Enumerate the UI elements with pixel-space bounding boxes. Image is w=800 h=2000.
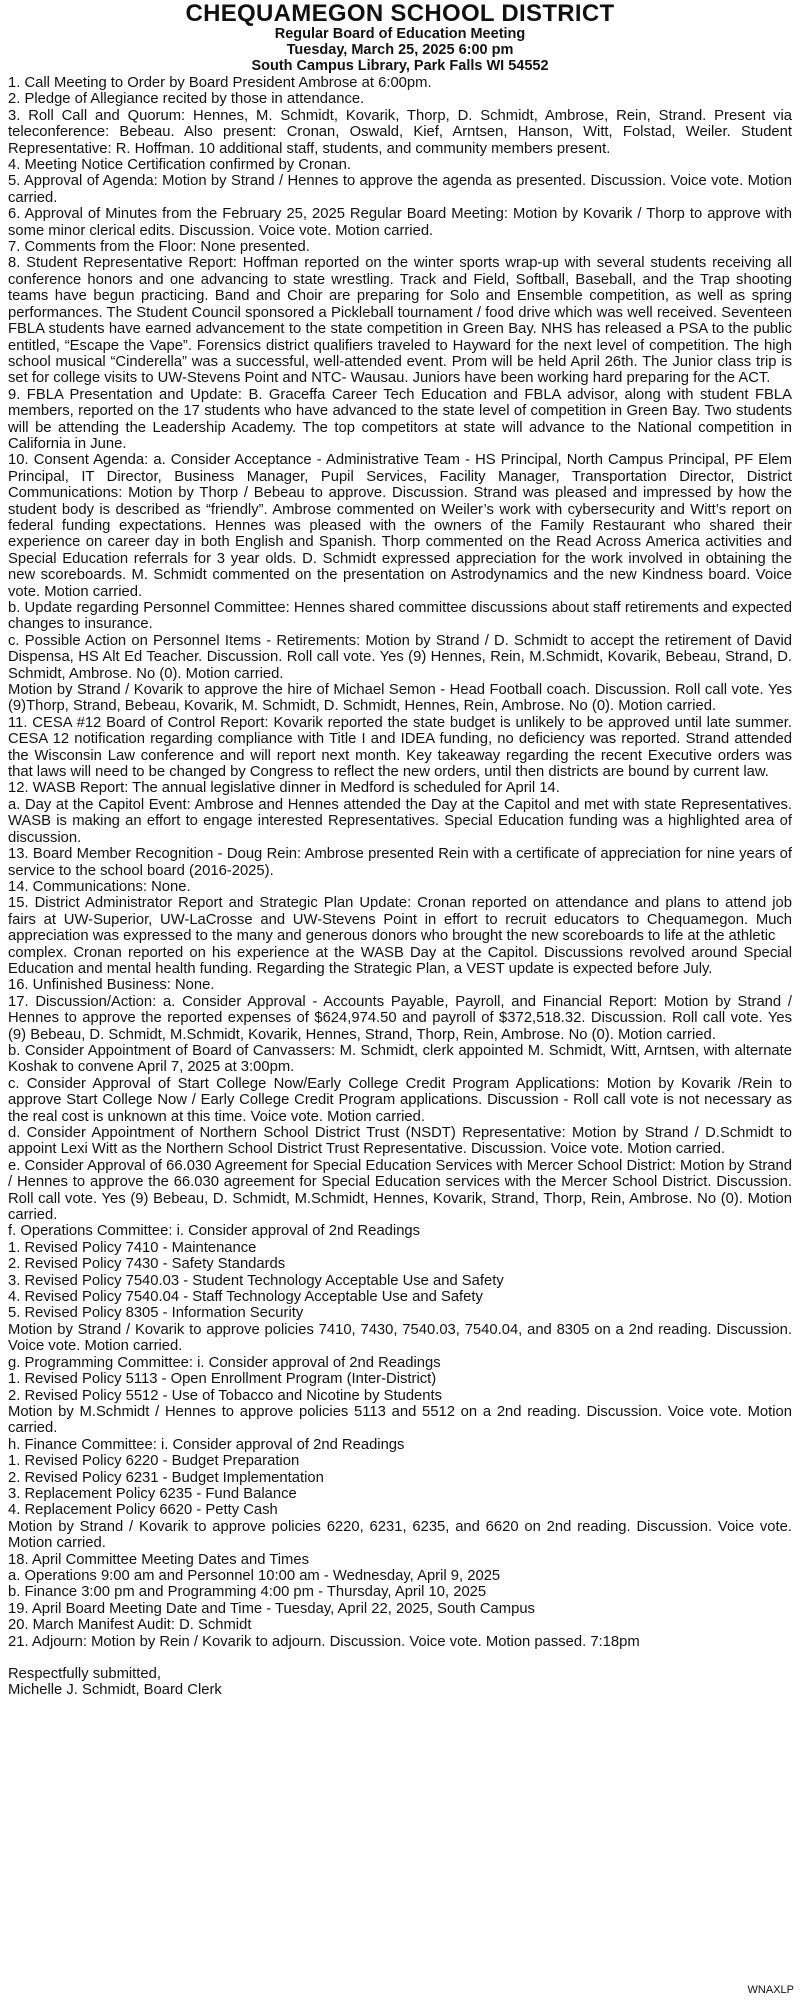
clerk-signature: Michelle J. Schmidt, Board Clerk (8, 1682, 222, 1699)
minutes-item: 13. Board Member Recognition - Doug Rein: Ambrose presented Rein with a certificate of appreciation for nine years of service to the school board (2016-2025). (8, 846, 792, 879)
minutes-item: 12. WASB Report: The annual legislative dinner in Medford is scheduled for April 14. (8, 780, 560, 797)
meeting-location: South Campus Library, Park Falls WI 54552 (251, 58, 549, 74)
minutes-item: 5. Approval of Agenda: Motion by Strand / Hennes to approve the agenda as presented. Discussion. Voice vote. Motion carried. (8, 173, 792, 206)
meeting-type: Regular Board of Education Meeting (274, 26, 526, 42)
meeting-datetime: Tuesday, March 25, 2025 6:00 pm (286, 42, 514, 58)
minutes-item: 4. Revised Policy 7540.04 - Staff Technology Acceptable Use and Safety (8, 1289, 483, 1306)
minutes-item: 8. Student Representative Report: Hoffman reported on the winter sports wrap-up with several students receiving all conference honors and one advancing to state wrestling. Track and Field, Softball, Baseball, and the Trap shooting teams have begun practicing. Band and Choir are preparing for Solo and Ensemble competition, as well as spring performances. The Student Council sponsored a Pickleball tournament / food drive which was well received. Seventeen FBLA students have earned advancement to the state competition in Green Bay. NHS has released a PSA to the public entitled, “Escape the Vape”. Forensics district qualifiers traveled to Hayward for the next level of competition. The high school musical “Cinderella” was a successful, well-attended event. Prom will be held April 26th. The Junior class trip is set for college visits to UW-Stevens Point and NTC- Wausau. Juniors have been working hard preparing for the ACT. (8, 255, 792, 387)
minutes-item: b. Finance 3:00 pm and Programming 4:00 pm - Thursday, April 10, 2025 (8, 1584, 487, 1601)
minutes-item: Motion by Strand / Kovarik to approve the hire of Michael Semon - Head Football coach. Discussion. Roll call vote. Yes (9)Thorp, Strand, Bebeau, Kovarik, M. Schmidt, D. Schmidt, Hennes, Rein, Ambrose. No (0). Motion carried. (8, 682, 792, 715)
minutes-item: 9. FBLA Presentation and Update: B. Graceffa Career Tech Education and FBLA advisor, along with student FBLA members, reported on the 17 students who have advanced to the state level of competition in Green Bay. Two students will be attending the Leadership Academy. The top competitors at state will advance to the National competition in California in June. (8, 386, 792, 452)
minutes-item: Motion by Strand / Kovarik to approve policies 7410, 7430, 7540.03, 7540.04, and 8305 on a 2nd reading. Discussion. Voice vote. Motion carried. (8, 1321, 792, 1355)
minutes-item: 5. Revised Policy 8305 - Information Security (8, 1305, 304, 1322)
minutes-item: 4. Replacement Policy 6620 - Petty Cash (8, 1502, 278, 1519)
minutes-item: 2. Revised Policy 7430 - Safety Standards (8, 1256, 286, 1273)
minutes-item: Motion by M.Schmidt / Hennes to approve policies 5113 and 5512 on a 2nd reading. Discussion. Voice vote. Motion carried. (8, 1403, 792, 1437)
minutes-item: f. Operations Committee: i. Consider approval of 2nd Readings (8, 1223, 421, 1240)
minutes-item: 20. March Manifest Audit: D. Schmidt (8, 1617, 252, 1634)
minutes-item: 2. Pledge of Allegiance recited by those in attendance. (8, 91, 365, 108)
minutes-item: 1. Revised Policy 6220 - Budget Preparation (8, 1453, 300, 1470)
minutes-item: 1. Revised Policy 5113 - Open Enrollment Program (Inter-District) (8, 1371, 437, 1388)
minutes-item: 15. District Administrator Report and Strategic Plan Update: Cronan reported on attendance and plans to attend job fairs at UW-Superior, UW-LaCrosse and UW-Stevens Point in effort to recruit educators to Chequamegon. Much appreciation was expressed to the many and generous donors who brought the new scoreboards to life at the athletic (8, 895, 792, 945)
minutes-item: 17. Discussion/Action: a. Consider Approval - Accounts Payable, Payroll, and Financial Report: Motion by Strand / Hennes to approve the reported expenses of $624,974.50 and payroll of $372,518.32. Discussion. Roll call vote. Yes (9) Bebeau, D. Schmidt, M.Schmidt, Kovarik, Hennes, Strand, Thorp, Rein, Ambrose. No (0). Motion carried. (8, 993, 792, 1043)
minutes-item: 19. April Board Meeting Date and Time - Tuesday, April 22, 2025, South Campus (8, 1600, 535, 1617)
minutes-item: 2. Revised Policy 5512 - Use of Tobacco and Nicotine by Students (8, 1387, 443, 1404)
minutes-item: 1. Call Meeting to Order by Board President Ambrose at 6:00pm. (8, 75, 432, 91)
notice-code: WNAXLP (747, 1984, 794, 1996)
minutes-item: 7. Comments from the Floor: None presented. (8, 239, 310, 256)
minutes-item: a. Day at the Capitol Event: Ambrose and Hennes attended the Day at the Capitol and met with state Representatives. WASB is making an effort to engage interested Representatives. Special Education funding was a highlighted area of discussion. (8, 796, 792, 846)
minutes-item: b. Consider Appointment of Board of Canvassers: M. Schmidt, clerk appointed M. Schmidt, Witt, Arntsen, with alternate Koshak to convene April 7, 2025 at 3:00pm. (8, 1042, 792, 1076)
minutes-item: h. Finance Committee: i. Consider approval of 2nd Readings (8, 1436, 405, 1453)
minutes-item: 18. April Committee Meeting Dates and Times (8, 1551, 310, 1568)
minutes-item: 1. Revised Policy 7410 - Maintenance (8, 1239, 257, 1256)
minutes-item: 21. Adjourn: Motion by Rein / Kovarik to adjourn. Discussion. Voice vote. Motion passed. 7:18pm (8, 1633, 640, 1650)
minutes-item: c. Consider Approval of Start College Now/Early College Credit Program Applications: Motion by Kovarik /Rein to approve Start College Now / Early College Credit Program applications. Discussion - Roll call vote is not necessary as the real cost is unknown at this time. Voice vote. Motion carried. (8, 1075, 792, 1125)
minutes-item: 11. CESA #12 Board of Control Report: Kovarik reported the state budget is unlikely to be approved until late summer. CESA 12 notification regarding compliance with Title I and IDEA funding, no deficiency was reported. Strand attended the Wisconsin Law conference and will report next month. Key takeaway regarding the recent Executive orders was that laws will need to be changed by Congress to reflect the new orders, until then districts are bound by current law. (8, 714, 792, 781)
minutes-item: complex. Cronan reported on his experience at the WASB Day at the Capitol. Discussions revolved around Special Education and mental health funding. Regarding the Strategic Plan, a VEST update is expected before July. (8, 944, 792, 977)
minutes-item: 10. Consent Agenda: a. Consider Acceptance - Administrative Team - HS Principal, North Campus Principal, PF Elem Principal, IT Director, Business Manager, Pupil Services, Facility Manager, Transportation Director, District Communications: Motion by Thorp / Bebeau to approve. Discussion. Strand was pleased and impressed by how the student body is described as “friendly”. Ambrose commented on Weiler’s work with cybersecurity and Witt’s report on federal funding expectations. Hennes was pleased with the owners of the Family Restaurant who shared their experience on career day in both English and Spanish. Thorp commented on the Read Across America activities and Special Education referrals for 3 year olds. D. Schmidt expressed appreciation for the work involved in obtaining the new scoreboards. M. Schmidt commented on the presentation on Astrodynamics and the new Kindness board. Voice vote. Motion carried. (8, 452, 792, 600)
minutes-item: 14. Communications: None. (8, 878, 191, 895)
minutes-item: d. Consider Appointment of Northern School District Trust (NSDT) Representative: Motion by Strand / D.Schmidt to appoint Lexi Witt as the Northern School District Trust Representative. Discussion. Voice vote. Motion carried. (8, 1125, 792, 1158)
minutes-item: a. Operations 9:00 am and Personnel 10:00 am - Wednesday, April 9, 2025 (8, 1567, 501, 1584)
minutes-item: e. Consider Approval of 66.030 Agreement for Special Education Services with Mercer School District: Motion by Strand / Hennes to approve the 66.030 agreement for Special Education services with the Mercer School District. Discussion. Roll call vote. Yes (9) Bebeau, D. Schmidt, M.Schmidt, Hennes, Kovarik, Strand, Thorp, Rein, Ambrose. No (0). Motion carried. (8, 1157, 792, 1224)
minutes-item: c. Possible Action on Personnel Items - Retirements: Motion by Strand / D. Schmidt to accept the retirement of David Dispensa, HS Alt Ed Teacher. Discussion. Roll call vote. Yes (9) Hennes, Rein, M.Schmidt, Kovarik, Bebeau, Strand, D. Schmidt, Ambrose. No (0). Motion carried. (8, 632, 792, 682)
closing-salutation: Respectfully submitted, (8, 1666, 161, 1682)
notice-header (8, 2, 792, 74)
district-title: CHEQUAMEGON SCHOOL DISTRICT (185, 2, 615, 27)
minutes-item: 4. Meeting Notice Certification confirmed by Cronan. (8, 157, 351, 174)
minutes-item: 3. Replacement Policy 6235 - Fund Balance (8, 1485, 297, 1502)
minutes-item: 3. Revised Policy 7540.03 - Student Technology Acceptable Use and Safety (8, 1272, 504, 1289)
minutes-item: 3. Roll Call and Quorum: Hennes, M. Schmidt, Kovarik, Thorp, D. Schmidt, Ambrose, Rein, Strand. Present via teleconference: Bebeau. Also present: Cronan, Oswald, Kief, Arntsen, Hanson, Witt, Folstad, Weiler. Student Representative: R. Hoffman. 10 additional staff, students, and community members present. (8, 107, 792, 157)
spacer (8, 1650, 792, 1666)
minutes-item: g. Programming Committee: i. Consider approval of 2nd Readings (8, 1354, 441, 1371)
legal-notice (8, 2, 792, 1994)
minutes-item: 2. Revised Policy 6231 - Budget Implementation (8, 1469, 324, 1486)
minutes-item: Motion by Strand / Kovarik to approve policies 6220, 6231, 6235, and 6620 on 2nd reading. Discussion. Voice vote. Motion carried. (8, 1518, 792, 1552)
minutes-item: 16. Unfinished Business: None. (8, 977, 215, 994)
minutes-item: b. Update regarding Personnel Committee: Hennes shared committee discussions about staff retirements and expected changes to insurance. (8, 600, 792, 633)
minutes-body (8, 75, 792, 1699)
minutes-item: 6. Approval of Minutes from the February 25, 2025 Regular Board Meeting: Motion by Kovarik / Thorp to approve with some minor clerical edits. Discussion. Voice vote. Motion carried. (8, 206, 792, 239)
